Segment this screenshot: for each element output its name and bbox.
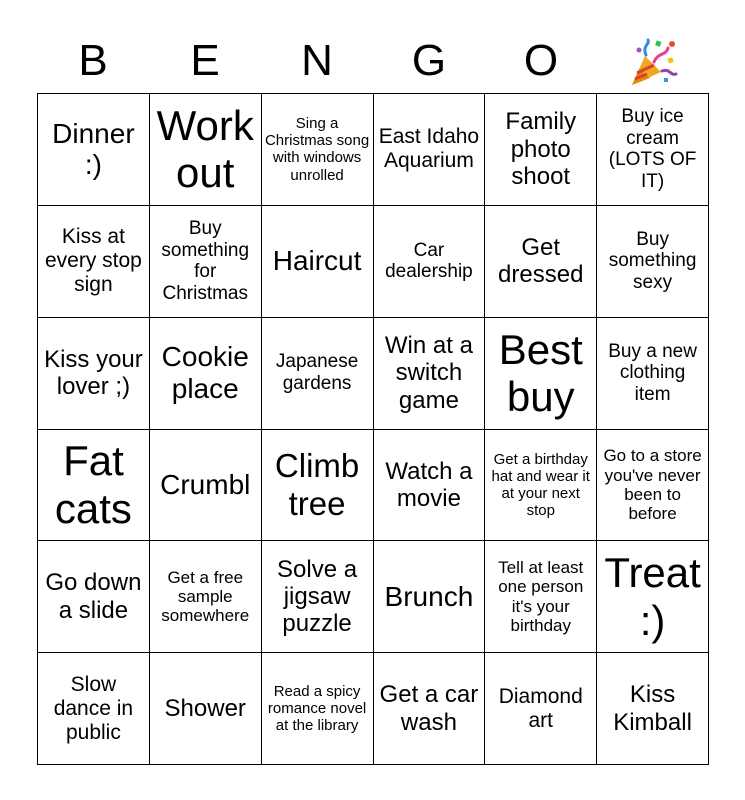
- bingo-cell[interactable]: Kiss your lover ;): [38, 318, 150, 430]
- bingo-cell[interactable]: Kiss at every stop sign: [38, 206, 150, 318]
- header-letter-n: N: [301, 36, 333, 85]
- bingo-cell[interactable]: Climb tree: [262, 430, 374, 542]
- bingo-cell[interactable]: Get dressed: [485, 206, 597, 318]
- bingo-cell[interactable]: Fat cats: [38, 430, 150, 542]
- bingo-cell[interactable]: Go down a slide: [38, 541, 150, 653]
- header-letter-e: E: [190, 36, 220, 85]
- header-letter-g: G: [411, 36, 447, 85]
- bingo-cell[interactable]: Work out: [150, 94, 262, 206]
- bingo-cell[interactable]: Family photo shoot: [485, 94, 597, 206]
- bingo-cell[interactable]: Japanese gardens: [262, 318, 374, 430]
- bingo-cell[interactable]: Diamond art: [485, 653, 597, 765]
- bingo-cell[interactable]: Buy a new clothing item: [597, 318, 709, 430]
- bingo-cell[interactable]: Dinner :): [38, 94, 150, 206]
- bingo-cell[interactable]: Get a birthday hat and wear it at your next stop: [485, 430, 597, 542]
- bingo-cell[interactable]: Go to a store you've never been to before: [597, 430, 709, 542]
- bingo-cell[interactable]: Haircut: [262, 206, 374, 318]
- party-popper-icon: [597, 30, 709, 92]
- bingo-cell[interactable]: Read a spicy romance novel at the library: [262, 653, 374, 765]
- bingo-cell[interactable]: Brunch: [374, 541, 486, 653]
- bingo-cell[interactable]: Cookie place: [150, 318, 262, 430]
- bingo-cell[interactable]: Shower: [150, 653, 262, 765]
- bingo-cell[interactable]: Best buy: [485, 318, 597, 430]
- bingo-cell[interactable]: Get a car wash: [374, 653, 486, 765]
- bingo-cell[interactable]: Kiss Kimball: [597, 653, 709, 765]
- bingo-cell[interactable]: Solve a jigsaw puzzle: [262, 541, 374, 653]
- bingo-cell[interactable]: Win at a switch game: [374, 318, 486, 430]
- bingo-board: [37, 93, 709, 765]
- bingo-cell[interactable]: Tell at least one person it's your birthday: [485, 541, 597, 653]
- bingo-cell[interactable]: Get a free sample somewhere: [150, 541, 262, 653]
- bingo-cell[interactable]: Buy ice cream (LOTS OF IT): [597, 94, 709, 206]
- bingo-cell[interactable]: Car dealership: [374, 206, 486, 318]
- header-letter-o: O: [523, 36, 559, 85]
- bingo-cell[interactable]: Treat :): [597, 541, 709, 653]
- bingo-cell[interactable]: Watch a movie: [374, 430, 486, 542]
- bingo-header: [37, 30, 709, 92]
- bingo-cell[interactable]: East Idaho Aquarium: [374, 94, 486, 206]
- bingo-cell[interactable]: Crumbl: [150, 430, 262, 542]
- bingo-cell[interactable]: Buy something sexy: [597, 206, 709, 318]
- bingo-cell[interactable]: Sing a Christmas song with windows unrolled: [262, 94, 374, 206]
- header-letter-b: B: [78, 36, 108, 85]
- bingo-cell[interactable]: Buy something for Christmas: [150, 206, 262, 318]
- bingo-cell[interactable]: Slow dance in public: [38, 653, 150, 765]
